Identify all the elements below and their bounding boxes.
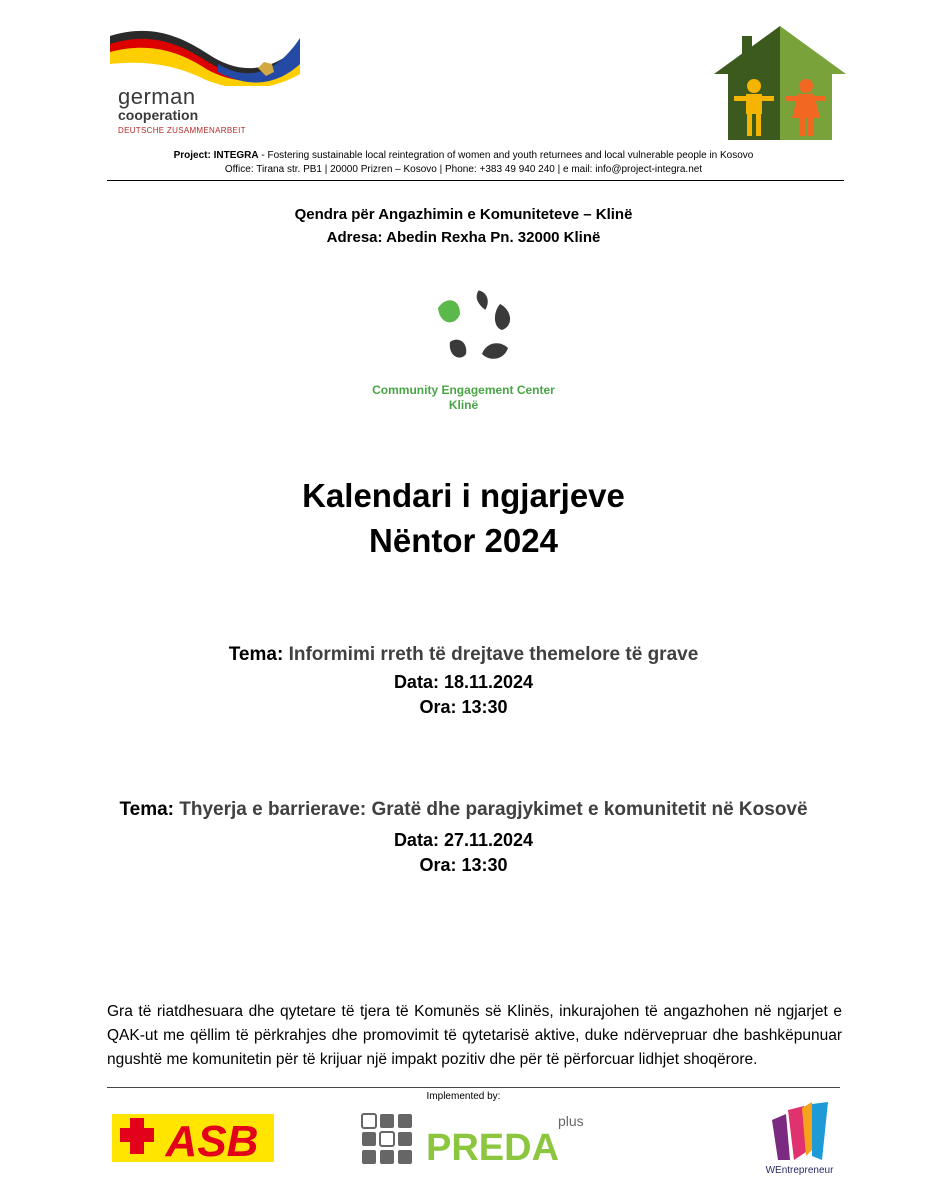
project-label: Project: INTEGRA [173, 150, 259, 161]
document-subtitle-month: Nëntor 2024 [369, 522, 558, 559]
event-topic [0, 644, 927, 666]
document-title: Kalendari i ngjarjeve [302, 477, 625, 514]
preda-plus-text: plus [558, 1113, 584, 1129]
footer-divider [107, 1087, 840, 1088]
logo-word-german: german [118, 84, 196, 109]
integra-house-logo [712, 24, 848, 142]
header-divider [107, 180, 844, 181]
drops-flower-icon [430, 286, 518, 366]
event-topic [0, 799, 927, 821]
topic-label: Tema: [119, 799, 174, 820]
german-cooperation-logo [108, 24, 303, 139]
w-mark-icon [758, 1100, 840, 1166]
office-line: Office: Tirana str. PB1 | 20000 Prizren – Kosovo | Phone: +383 49 940 240 | e mail: info@project-integra.net [224, 164, 703, 175]
project-line [0, 150, 927, 161]
center-name: Qendra për Angazhimin e Komuniteteve – Klinë [294, 206, 633, 223]
topic-value: Thyerja e barrierave: Gratë dhe paragjykimet e komunitetit në Kosovë [174, 799, 808, 820]
topic-value: Informimi rreth të drejtave themelore të grave [283, 644, 699, 665]
asb-logo [108, 1110, 278, 1166]
preda-text: PREDA [426, 1127, 560, 1168]
event-date: Data: 18.11.2024 [393, 672, 534, 692]
invitation-paragraph: Gra të riatdhesuara dhe qytetare të tjera të Komunës së Klinës, inkurajohen të angazhohen në ngjarjet e QAK-ut me qëllim të përkrahjes dhe promovimit të qytetarisë aktive, duke ndërvepruar dhe bashkëpunuar ngushtë me komunitetin për të krijuar një impakt pozitiv dhe për të përforcuar lidhjet shoqërore. [107, 1003, 842, 1068]
cec-logo-city: Klinë [448, 398, 479, 412]
grid-squares-icon [362, 1114, 412, 1164]
topic-label: Tema: [228, 644, 284, 665]
wentrepreneur-text: WEntrepreneur [765, 1165, 834, 1176]
project-text: - Fostering sustainable local reintegration of women and youth returnees and local vulnerable people in Kosovo [258, 150, 754, 161]
center-address: Adresa: Abedin Rexha Pn. 32000 Klinë [326, 229, 601, 246]
community-engagement-center-logo [430, 286, 518, 366]
preda-plus-logo [360, 1110, 592, 1168]
event-date: Data: 27.11.2024 [393, 830, 534, 850]
event-time: Ora: 13:30 [419, 697, 508, 717]
event-time: Ora: 13:30 [419, 855, 508, 875]
cec-logo-name: Community Engagement Center [372, 383, 555, 397]
logo-word-cooperation: cooperation [118, 107, 199, 123]
flag-ribbon-icon [108, 24, 303, 86]
asb-text: ASB [165, 1117, 259, 1166]
implemented-by-label: Implemented by: [426, 1091, 501, 1102]
logo-word-deutsche: DEUTSCHE ZUSAMMENARBEIT [118, 126, 246, 135]
